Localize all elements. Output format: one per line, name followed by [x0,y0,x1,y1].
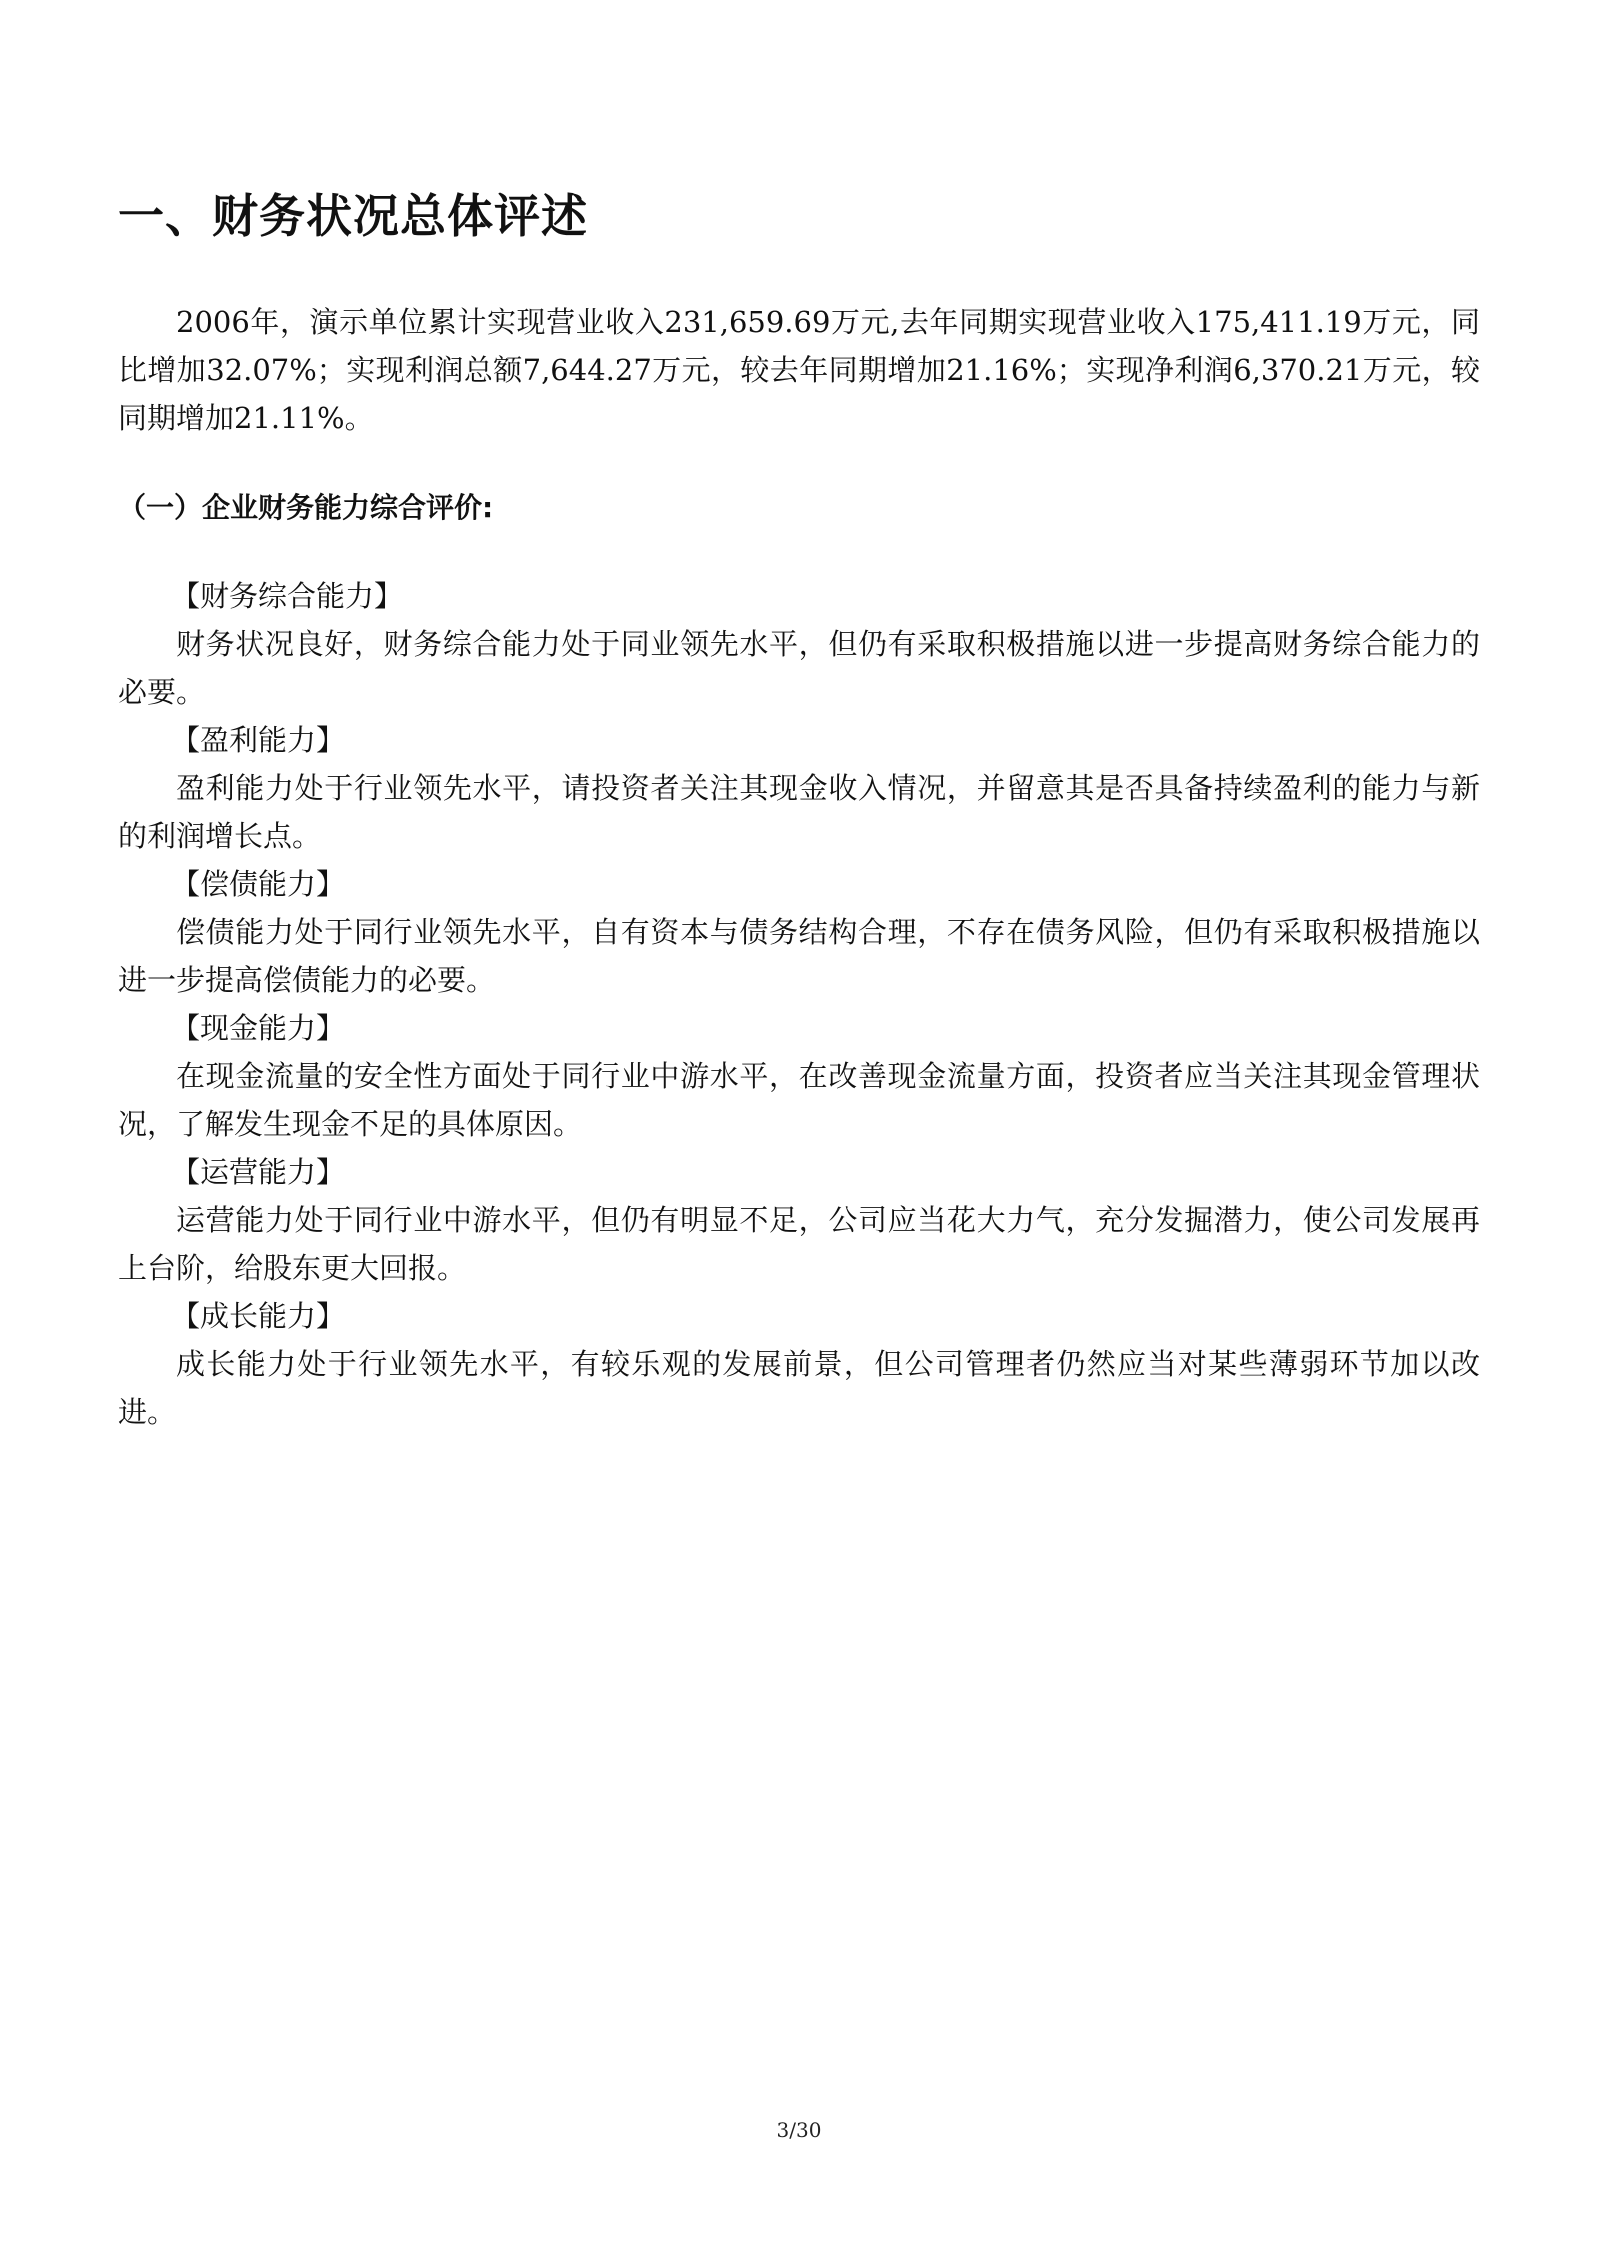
section-title: 【财务综合能力】 [171,579,404,613]
section-financial-overall [118,572,1480,716]
section-body: 偿债能力处于同行业领先水平，自有资本与债务结构合理，不存在债务风险，但仍有采取积极措施以进一步提高偿债能力的必要。 [118,915,1480,997]
section-cash [118,1004,1480,1148]
section-body: 财务状况良好，财务综合能力处于同业领先水平，但仍有采取积极措施以进一步提高财务综合能力的必要。 [118,627,1480,709]
section-title: 【偿债能力】 [171,867,346,901]
section-subheading: （一）企业财务能力综合评价: [118,491,494,524]
section-body: 运营能力处于同行业中游水平，但仍有明显不足，公司应当花大力气，充分发掘潜力，使公司发展再上台阶，给股东更大回报。 [118,1203,1480,1285]
section-title: 【现金能力】 [171,1011,346,1045]
section-title: 【盈利能力】 [171,723,346,757]
section-title: 【成长能力】 [171,1299,346,1333]
section-title: 【运营能力】 [171,1155,346,1189]
section-body: 盈利能力处于行业领先水平，请投资者关注其现金收入情况，并留意其是否具备持续盈利的能力与新的利润增长点。 [118,771,1480,853]
page-title: 一、财务状况总体评述 [118,189,588,243]
section-body: 在现金流量的安全性方面处于同行业中游水平，在改善现金流量方面，投资者应当关注其现金管理状况，了解发生现金不足的具体原因。 [118,1059,1480,1141]
section-growth [118,1292,1480,1436]
section-operations [118,1148,1480,1292]
section-profitability [118,716,1480,860]
page-number: 3/30 [776,2118,822,2142]
section-solvency [118,860,1480,1004]
intro-paragraph: 2006年，演示单位累计实现营业收入231,659.69万元,去年同期实现营业收入175,411.19万元，同比增加32.07%；实现利润总额7,644.27万元，较去年同期增加21.16%；实现净利润6,370.21万元，较同期增加21.11%。 [118,305,1480,435]
page-content [118,186,1480,1436]
section-body: 成长能力处于行业领先水平，有较乐观的发展前景，但公司管理者仍然应当对某些薄弱环节加以改进。 [118,1347,1480,1429]
evaluation-sections [118,572,1480,1436]
